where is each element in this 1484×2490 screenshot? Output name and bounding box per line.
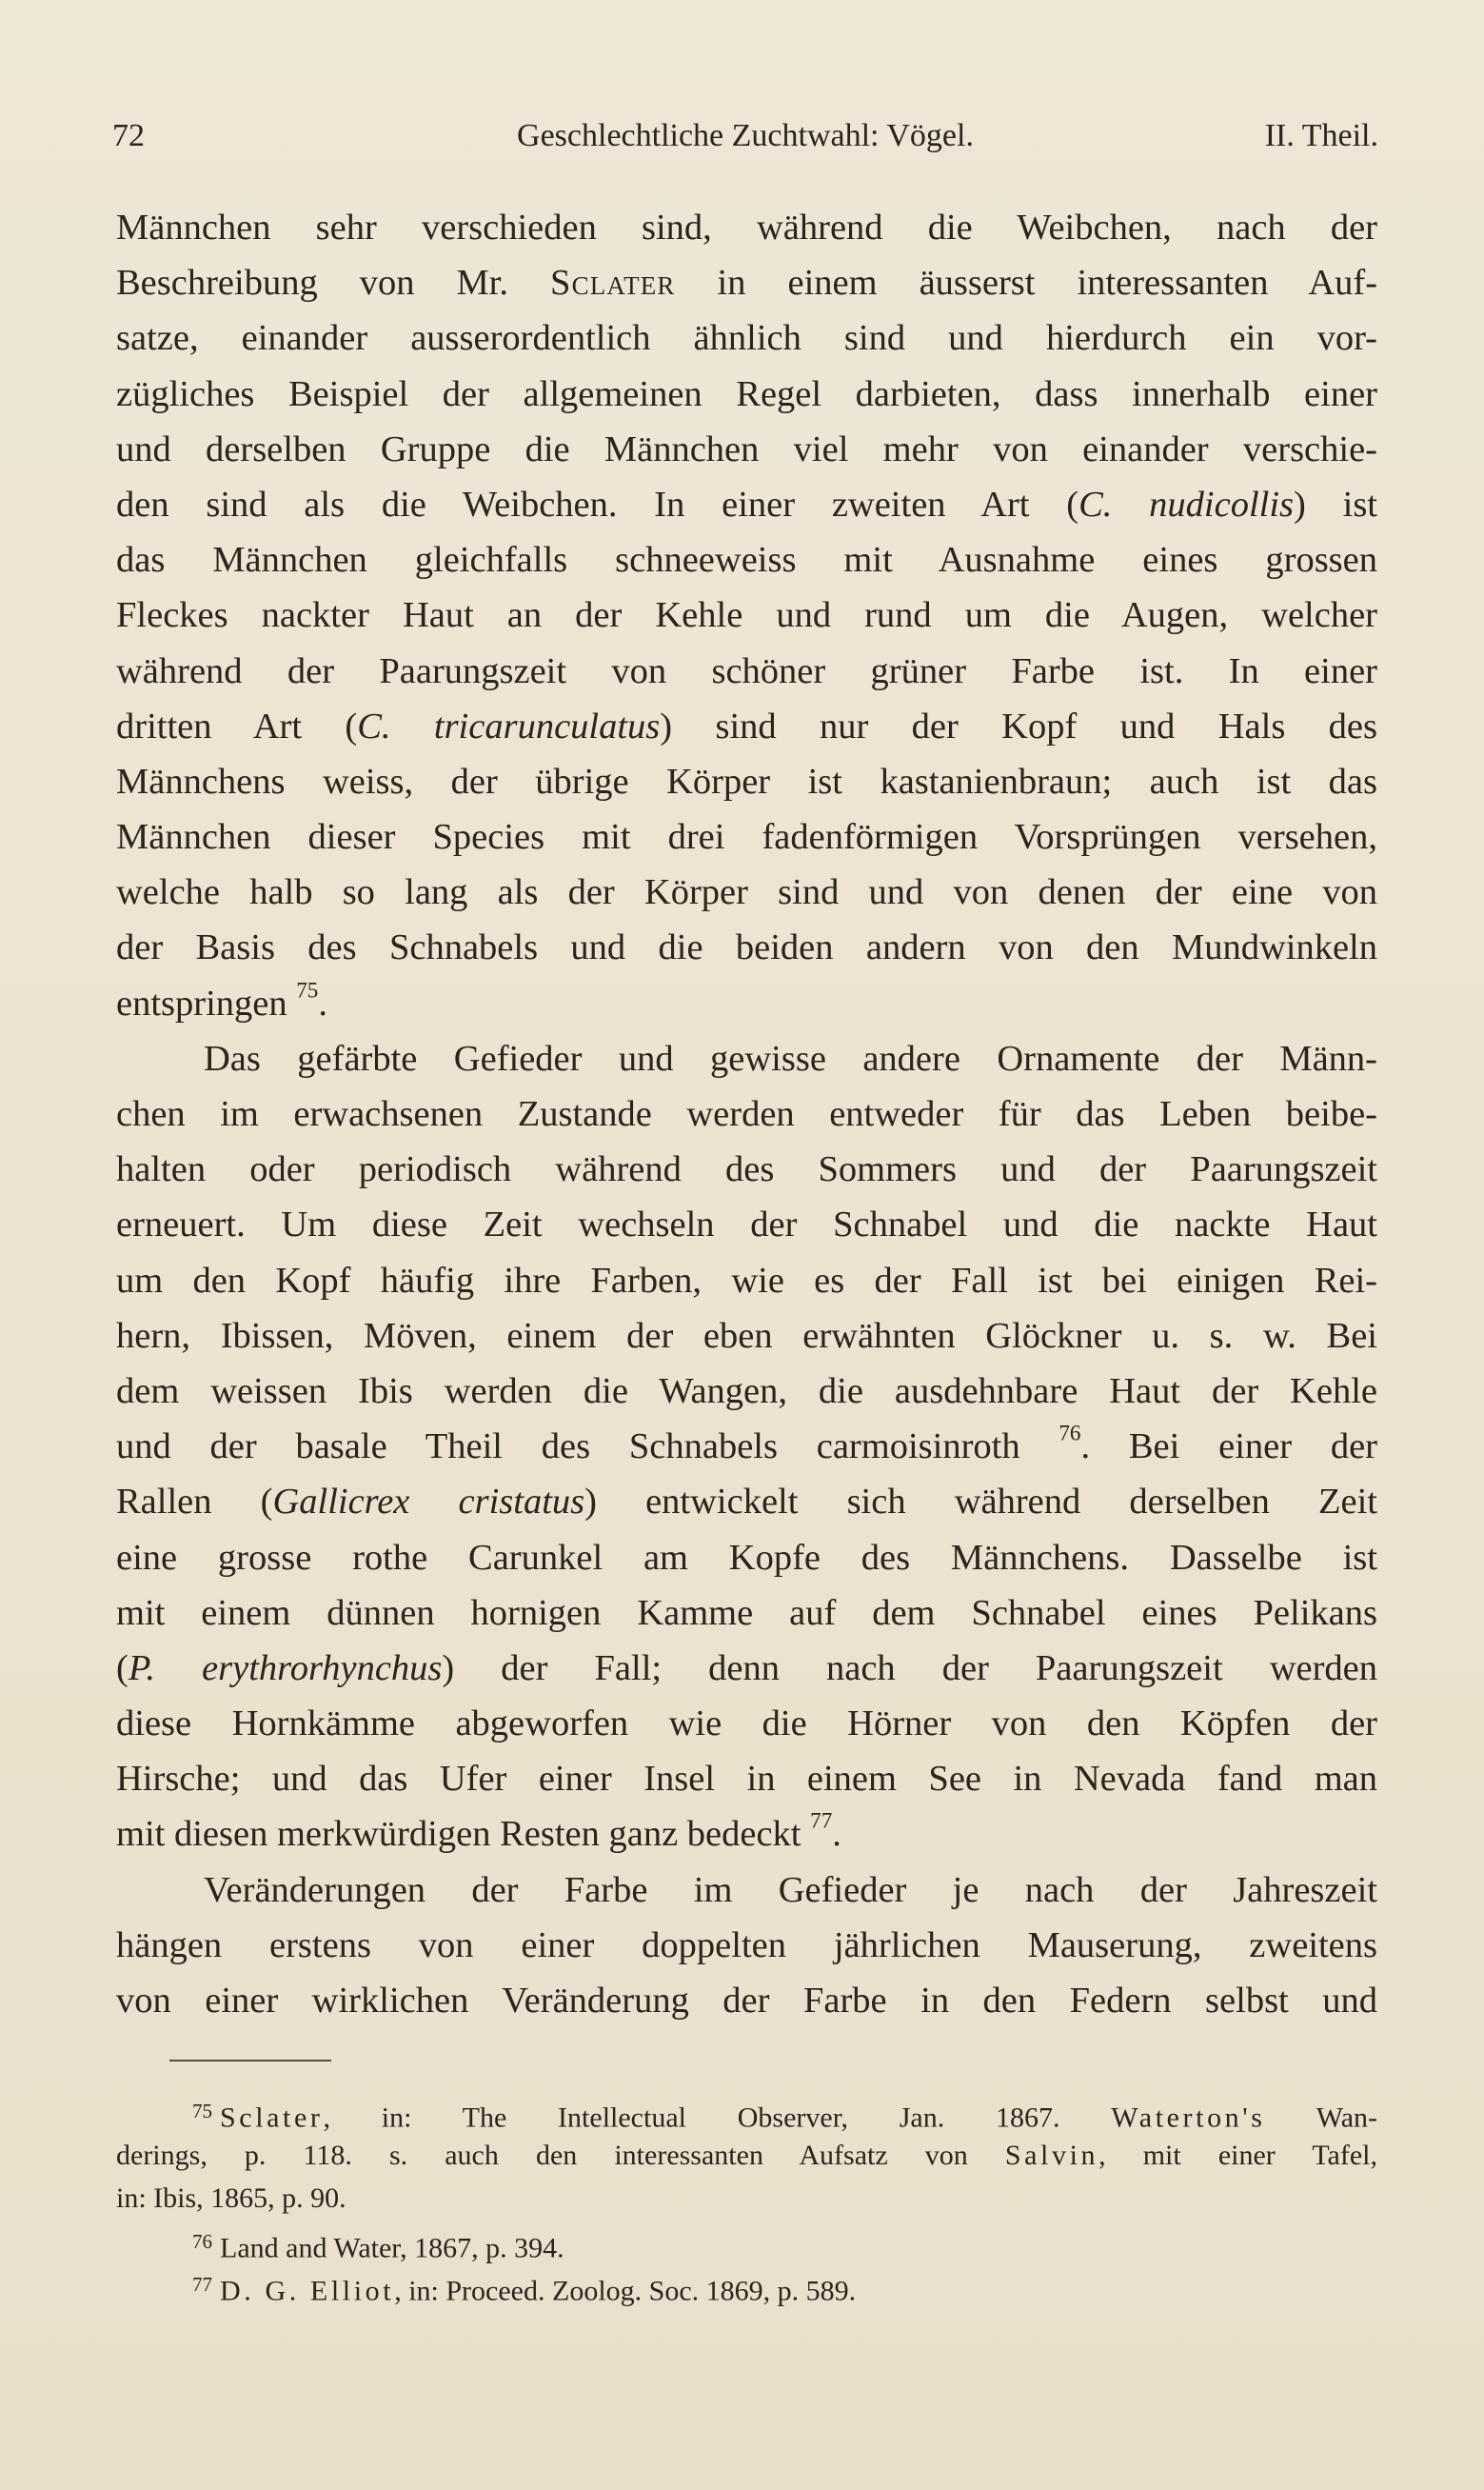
text-line: der Basis des Schnabels und die beiden andern von den Mundwinkeln: [116, 927, 1377, 968]
page-number: 72: [112, 118, 145, 153]
text-line: Beschreibung von Mr. Sclater in einem äusserst interessanten Auf-: [116, 263, 1378, 304]
author-name: Sclater: [220, 2102, 324, 2134]
species-name: C. nudicollis: [1078, 484, 1295, 525]
text-line: eine grosse rothe Carunkel am Kopfe des Männchens. Dasselbe ist: [116, 1537, 1377, 1578]
page-header: [112, 112, 1378, 160]
text-line: (P. erythrorhynchus) der Fall; denn nach der Paarungszeit werden: [116, 1647, 1377, 1688]
text-line: das Männchen gleichfalls schneeweiss mit Ausnahme eines grossen: [116, 540, 1377, 581]
text-line: mit diesen merkwürdigen Resten ganz bedeckt $^{77}$.: [116, 1807, 841, 1855]
species-name: P. erythrorhynchus: [128, 1647, 443, 1688]
text-line: Fleckes nackter Haut an der Kehle und rund um die Augen, welcher: [116, 595, 1377, 636]
footnote-number: 77: [192, 2273, 212, 2296]
species-name: Gallicrex cristatus: [272, 1482, 585, 1523]
author-name: Salvin: [1004, 2139, 1099, 2171]
text-line: dem weissen Ibis werden die Wangen, die ausdehnbare Haut der Kehle: [116, 1370, 1377, 1411]
footnote-75-cont: in: Ibis, 1865, p. 90.: [116, 2182, 346, 2214]
text-line: Hirsche; und das Ufer einer Insel in einem See in Nevada fand man: [116, 1759, 1377, 1800]
part-label: II. Theil.: [1264, 118, 1378, 153]
text-line: Männchens weiss, der übrige Körper ist kastanienbraun; auch ist das: [116, 761, 1377, 802]
text-line: während der Paarungszeit von schöner grüner Farbe ist. In einer: [116, 650, 1377, 691]
author-name: Waterton's: [1111, 2102, 1266, 2134]
text-line: dritten Art (C. tricarunculatus) sind nur der Kopf und Hals des: [116, 706, 1377, 747]
text-line: halten oder periodisch während des Sommers und der Paarungszeit: [116, 1149, 1377, 1190]
text-line: mit einem dünnen hornigen Kamme auf dem Schnabel eines Pelikans: [116, 1592, 1377, 1633]
text-line: welche halb so lang als der Körper sind und von denen der eine von: [116, 872, 1377, 913]
text-line: Männchen sehr verschieden sind, während die Weibchen, nach der: [116, 208, 1377, 248]
text-line: um den Kopf häufig ihre Farben, wie es der Fall ist bei einigen Rei-: [116, 1260, 1377, 1301]
text-line: diese Hornkämme abgeworfen wie die Hörner von den Köpfen der: [116, 1703, 1377, 1744]
text-line: und derselben Gruppe die Männchen viel mehr von einander verschie-: [116, 428, 1377, 469]
main-text: [116, 200, 1377, 2028]
footnote-ref: 77: [810, 1807, 833, 1833]
footnotes: [116, 2090, 1377, 2307]
text-line: von einer wirklichen Veränderung der Farbe in den Federn selbst und: [116, 1981, 1377, 2021]
text-line: Männchen dieser Species mit drei fadenförmigen Vorsprüngen versehen,: [116, 817, 1377, 858]
author-name: D. G. Elliot: [220, 2275, 395, 2307]
text-line: Veränderungen der Farbe im Gefieder je nach der Jahreszeit: [204, 1869, 1377, 1910]
text-line: hern, Ibissen, Möven, einem der eben erwähnten Glöckner u. s. w. Bei: [116, 1315, 1377, 1356]
text-line: zügliches Beispiel der allgemeinen Regel darbieten, dass innerhalb einer: [116, 373, 1377, 414]
footnote-ref: 75: [296, 977, 319, 1003]
footnote-number: 75: [192, 2100, 212, 2122]
author-name: Sclater: [550, 263, 676, 304]
text-line: chen im erwachsenen Zustande werden entweder für das Leben beibe-: [116, 1094, 1377, 1134]
footnote-75: $^{75}$ Sclater, in: The Intellectual Observer, Jan. 1867. Waterton's Wan-: [192, 2100, 1377, 2134]
footnote-divider: [169, 2060, 331, 2062]
text-line: Rallen (Gallicrex cristatus) entwickelt sich während derselben Zeit: [116, 1482, 1377, 1523]
footnote-75-cont: derings, p. 118. s. auch den interessanten Aufsatz von Salvin, mit einer Tafel,: [116, 2139, 1378, 2171]
footnote-76: $^{76}$ Land and Water, 1867, p. 394.: [192, 2229, 564, 2263]
text-line: hängen erstens von einer doppelten jährlichen Mauserung, zweitens: [116, 1924, 1377, 1965]
text-line: und der basale Theil des Schnabels carmoisinroth $^{76}$. Bei einer der: [116, 1420, 1377, 1467]
footnote-77: $^{77}$ D. G. Elliot, in: Proceed. Zoolog. Soc. 1869, p. 589.: [192, 2273, 857, 2307]
footnote-ref: 76: [1059, 1420, 1081, 1445]
text-line: Das gefärbte Gefieder und gewisse andere Ornamente der Männ-: [204, 1038, 1377, 1079]
footnote-number: 76: [192, 2229, 212, 2253]
text-line: entspringen $^{75}$.: [116, 977, 327, 1024]
running-title: Geschlechtliche Zuchtwahl: Vögel.: [517, 118, 974, 153]
text-line: satze, einander ausserordentlich ähnlich sind und hierdurch ein vor-: [116, 318, 1377, 359]
text-line: erneuert. Um diese Zeit wechseln der Schnabel und die nackte Haut: [116, 1205, 1377, 1245]
text-line: den sind als die Weibchen. In einer zweiten Art (C. nudicollis) ist: [116, 484, 1377, 525]
species-name: C. tricarunculatus: [357, 706, 661, 747]
